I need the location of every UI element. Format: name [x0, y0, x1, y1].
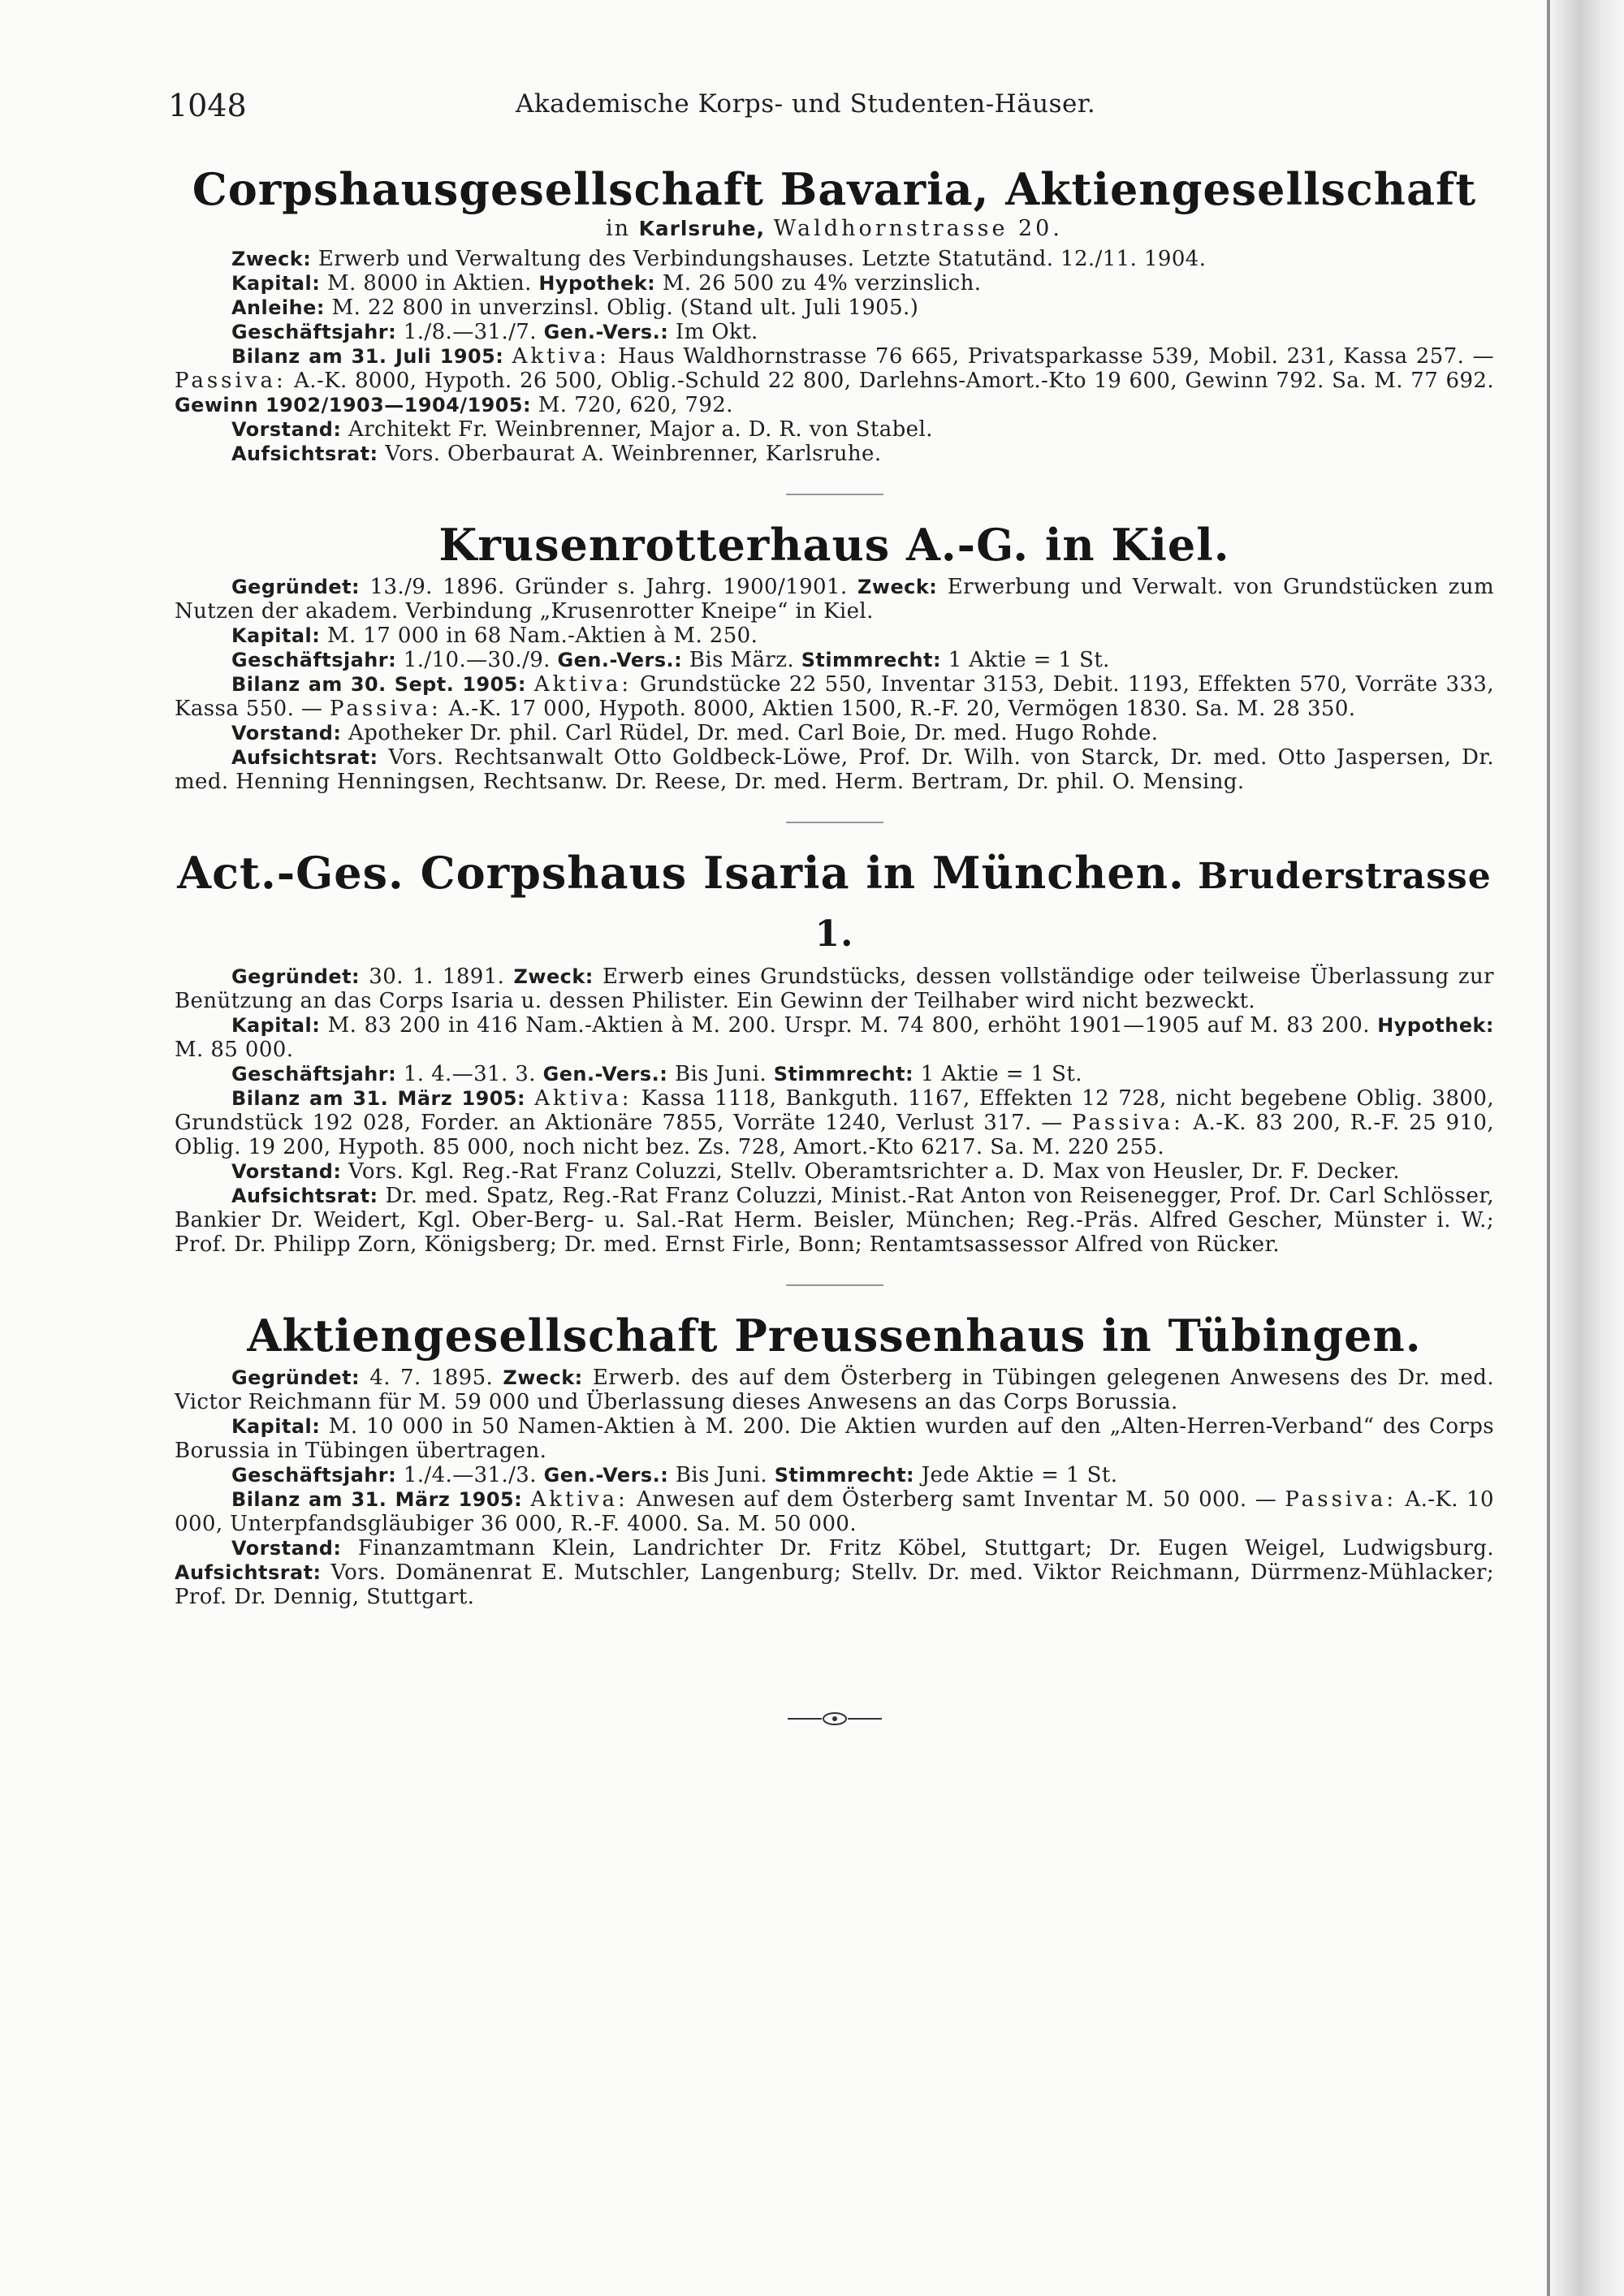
para-gegruendet: Gegründet: 30. 1. 1891. Zweck: Erwerb eines Grundstücks, dessen vollständige oder teilweise Überlassung zur Benützung an das Corps Isaria u. dessen Philister. Ein Gewinn der Teilhaber wird nicht bezweckt. [175, 965, 1495, 1013]
section-divider [786, 494, 883, 495]
page-content [168, 81, 1495, 1735]
para-kapital: Kapital: M. 17 000 in 68 Nam.-Aktien à M. 250. [231, 624, 758, 648]
para-vorstand: Vorstand: Apotheker Dr. phil. Carl Rüdel, Dr. med. Carl Boie, Dr. med. Hugo Rohde. [231, 721, 1159, 745]
para-bilanz: Bilanz am 31. März 1905: Aktiva: Anwesen auf dem Österberg samt Inventar M. 50 000. — Passiva: A.-K. 10 000, Unterpfandsgläubiger 36 000, R.-F. 4000. Sa. M. 50 000. [175, 1487, 1494, 1536]
ornament-icon [786, 1709, 883, 1728]
para-aufsichtsrat: Aufsichtsrat: Vors. Oberbaurat A. Weinbrenner, Karlsruhe. [231, 442, 882, 466]
page-number: 1048 [168, 88, 247, 123]
running-header [168, 81, 1494, 130]
entry-preussenhaus [175, 1309, 1494, 1609]
para-gegruendet: Gegründet: 4. 7. 1895. Zweck: Erwerb. des auf dem Österberg in Tübingen gelegenen Anwesens des Dr. med. Victor Reichmann für M. 59 000 und Überlassung dieses Anwesens an das Corps Borussia. [175, 1366, 1494, 1414]
para-vorstand: Vorstand: Vors. Kgl. Reg.-Rat Franz Coluzzi, Stellv. Oberamtsrichter a. D. Max von Heusler, Dr. F. Decker. [231, 1159, 1401, 1184]
end-ornament [175, 1707, 1494, 1735]
para-bilanz: Bilanz am 30. Sept. 1905: Aktiva: Grundstücke 22 550, Inventar 3153, Debit. 1193, Effekten 570, Vorräte 333, Kassa 550. — Passiva: A.-K. 17 000, Hypoth. 8000, Aktien 1500, R.-F. 20, Vermögen 1830. Sa. M. 28 350. [175, 672, 1495, 721]
para-bilanz: Bilanz am 31. Juli 1905: Aktiva: Haus Waldhornstrasse 76 665, Privatsparkasse 539, Mobil. 231, Kassa 257. — Passiva: A.-K. 8000, Hypoth. 26 500, Oblig.-Schuld 22 800, Darlehns-Amort.-Kto 19 600, Gewinn 792. Sa. M. 77 692. Gewinn 1902/1903—1904/1905: M. 720, 620, 792. [175, 344, 1494, 417]
para-anleihe: Anleihe: M. 22 800 in unverzinsl. Oblig. (Stand ult. Juli 1905.) [231, 296, 919, 320]
entry-krusenrotterhaus [175, 518, 1494, 794]
entry-title: Aktiengesellschaft Preussenhaus in Tübingen. [247, 1310, 1422, 1362]
page-edge-shadow [1551, 0, 1624, 2296]
para-aufsichtsrat: Aufsichtsrat: Dr. med. Spatz, Reg.-Rat Franz Coluzzi, Minist.-Rat Anton von Reisenegger, Prof. Dr. Carl Schlösser, Bankier Dr. Weidert, Kgl. Ober-Berg- u. Sal.-Rat Herm. Beisler, München; Reg.-Präs. Alfred Gescher, Münster i. W.; Prof. Dr. Philipp Zorn, Königsberg; Dr. med. Ernst Firle, Bonn; Rentamtsassessor Alfred von Rücker. [175, 1184, 1494, 1257]
entry-isaria [175, 846, 1494, 1257]
entry-title: Corpshausgesellschaft Bavaria, Aktiengesellschaft [192, 163, 1477, 215]
para-kapital: Kapital: M. 83 200 in 416 Nam.-Aktien à M. 200. Urspr. M. 74 800, erhöht 1901—1905 auf M. 83 200. Hypothek: M. 85 000. [175, 1013, 1494, 1062]
para-geschaeftsjahr: Geschäftsjahr: 1./10.—30./9. Gen.-Vers.: Bis März. Stimmrecht: 1 Aktie = 1 St. [231, 648, 1110, 672]
entry-title: Act.-Ges. Corpshaus Isaria in München. Bruderstrasse 1. [177, 847, 1492, 955]
entry-title: Krusenrotterhaus A.-G. in Kiel. [438, 519, 1230, 571]
para-kapital: Kapital: M. 10 000 in 50 Namen-Aktien à M. 200. Die Aktien wurden auf den „Alten-Herren-Verband“ des Corps Borussia in Tübingen übertragen. [175, 1414, 1494, 1463]
gutter-line [1547, 0, 1550, 2296]
para-aufsichtsrat: Aufsichtsrat: Vors. Rechtsanwalt Otto Goldbeck-Löwe, Prof. Dr. Wilh. von Starck, Dr. med. Otto Jaspersen, Dr. med. Henning Henningsen, Rechtsanw. Dr. Reese, Dr. med. Herm. Bertram, Dr. phil. O. Mensing. [175, 745, 1494, 794]
para-geschaeftsjahr: Geschäftsjahr: 1. 4.—31. 3. Gen.-Vers.: Bis Juni. Stimmrecht: 1 Aktie = 1 St. [231, 1062, 1082, 1086]
section-divider [786, 822, 883, 823]
para-vorstand-aufsichtsrat: Vorstand: Finanzamtmann Klein, Landrichter Dr. Fritz Köbel, Stuttgart; Dr. Eugen Weigel, Ludwigsburg. Aufsichtsrat: Vors. Domänenrat E. Mutschler, Langenburg; Stellv. Dr. med. Viktor Reichmann, Dürrmenz-Mühlacker; Prof. Dr. Dennig, Stuttgart. [175, 1536, 1494, 1609]
para-geschaeftsjahr: Geschäftsjahr: 1./4.—31./3. Gen.-Vers.: Bis Juni. Stimmrecht: Jede Aktie = 1 St. [231, 1463, 1118, 1487]
section-divider [786, 1284, 883, 1286]
para-zweck: Zweck: Erwerb und Verwaltung des Verbindungshauses. Letzte Statutänd. 12./11. 1904. [231, 247, 1207, 271]
para-bilanz: Bilanz am 31. März 1905: Aktiva: Kassa 1118, Bankguth. 1167, Effekten 12 728, nicht begebene Oblig. 3800, Grundstück 192 028, Forder. an Aktionäre 7855, Vorräte 1240, Verlust 317. — Passiva: A.-K. 83 200, R.-F. 25 910, Oblig. 19 200, Hypoth. 85 000, noch nicht bez. Zs. 728, Amort.-Kto 6217. Sa. M. 220 255. [175, 1086, 1494, 1159]
para-gegruendet: Gegründet: 13./9. 1896. Gründer s. Jahrg. 1900/1901. Zweck: Erwerbung und Verwalt. von Grundstücken zum Nutzen der akadem. Verbindung „Krusenrotter Kneipe“ in Kiel. [175, 575, 1494, 624]
para-kapital: Kapital: M. 8000 in Aktien. Hypothek: M. 26 500 zu 4% verzinslich. [231, 271, 982, 296]
entry-bavaria [175, 162, 1494, 466]
para-geschaeftsjahr: Geschäftsjahr: 1./8.—31./7. Gen.-Vers.: Im Okt. [231, 320, 758, 344]
running-title: Akademische Korps- und Studenten-Häuser. [516, 89, 1096, 119]
para-vorstand: Vorstand: Architekt Fr. Weinbrenner, Major a. D. R. von Stabel. [231, 417, 933, 442]
entry-location: in Karlsruhe, Waldhornstrasse 20. [606, 216, 1063, 241]
